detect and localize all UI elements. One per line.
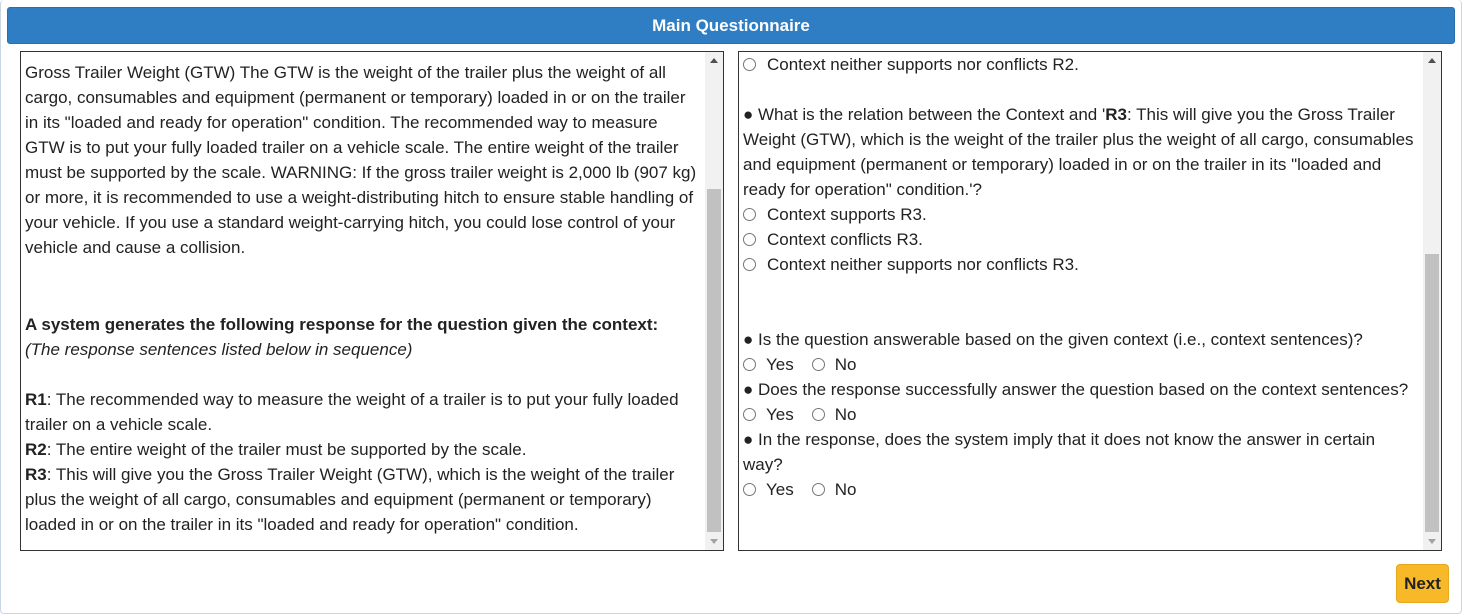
system-heading: A system generates the following response for the question given the context: xyxy=(25,315,659,334)
answerable-question: ● Is the question answerable based on the given context (i.e., context sentences)? xyxy=(743,330,1363,349)
unknown-options xyxy=(743,477,1419,502)
question-text: : This will give you the Gross Trailer Weight (GTW), which is the weight of the trailer plus the weight of all cargo, consumables and equipment (permanent or temporary) loaded in or on the trailer in its "loaded and ready for operation" condition.'? xyxy=(743,105,1414,199)
r2-option-neither[interactable] xyxy=(743,52,1419,77)
answerable-no-radio[interactable] xyxy=(812,358,825,371)
radio-button[interactable] xyxy=(743,58,756,71)
answerable-options xyxy=(743,352,1419,377)
question-prefix: ● What is the relation between the Context and ' xyxy=(743,105,1106,124)
question-label: R3 xyxy=(1105,105,1127,124)
questions-panel[interactable] xyxy=(738,51,1442,551)
option-label: Context conflicts R3. xyxy=(767,230,923,249)
answerable-yes-radio[interactable] xyxy=(743,358,756,371)
yes-label: Yes xyxy=(766,480,794,499)
next-button[interactable] xyxy=(1396,564,1449,603)
r3-option-conflicts[interactable] xyxy=(743,227,1419,252)
no-label: No xyxy=(834,480,857,499)
scrollbar-thumb[interactable] xyxy=(1425,254,1439,532)
r3-option-neither[interactable] xyxy=(743,252,1419,277)
option-label: Context supports R3. xyxy=(767,205,927,224)
context-scrollbar[interactable] xyxy=(705,52,723,550)
response-r1 xyxy=(25,387,701,437)
yes-label: Yes xyxy=(766,355,794,374)
response-r2 xyxy=(25,437,701,462)
page-header xyxy=(7,7,1455,44)
scroll-up-arrow-icon[interactable] xyxy=(705,52,723,69)
success-question: ● Does the response successfully answer the question based on the context sentences? xyxy=(743,380,1409,399)
radio-button[interactable] xyxy=(743,208,756,221)
success-options xyxy=(743,402,1419,427)
response-text: : This will give you the Gross Trailer Weight (GTW), which is the weight of the trailer plus the weight of all cargo, consumables and equipment (permanent or temporary) loaded in or on the trailer in its "loaded and ready for operation" condition. xyxy=(25,465,675,534)
success-no-radio[interactable] xyxy=(812,408,825,421)
response-label: R3 xyxy=(25,465,47,484)
questions-content xyxy=(739,52,1423,550)
next-button-label: Next xyxy=(1404,573,1441,593)
option-label: Context neither supports nor conflicts R2. xyxy=(767,55,1079,74)
page-title: Main Questionnaire xyxy=(652,15,810,35)
response-label: R2 xyxy=(25,440,47,459)
unknown-no-radio[interactable] xyxy=(812,483,825,496)
scroll-down-arrow-icon[interactable] xyxy=(1423,533,1441,550)
response-text: : The recommended way to measure the weight of a trailer is to put your fully loaded trailer on a vehicle scale. xyxy=(25,390,679,434)
context-content xyxy=(21,52,705,550)
r3-relation-question xyxy=(743,102,1419,202)
scroll-up-arrow-icon[interactable] xyxy=(1423,52,1441,69)
scroll-down-arrow-icon[interactable] xyxy=(705,533,723,550)
option-label: Context neither supports nor conflicts R3. xyxy=(767,255,1079,274)
r3-option-supports[interactable] xyxy=(743,202,1419,227)
yes-label: Yes xyxy=(766,405,794,424)
response-r3 xyxy=(25,462,701,537)
unknown-question: ● In the response, does the system imply that it does not know the answer in certain way? xyxy=(743,430,1376,474)
radio-button[interactable] xyxy=(743,233,756,246)
response-text: : The entire weight of the trailer must be supported by the scale. xyxy=(46,440,527,459)
unknown-yes-radio[interactable] xyxy=(743,483,756,496)
success-yes-radio[interactable] xyxy=(743,408,756,421)
radio-button[interactable] xyxy=(743,258,756,271)
system-subheading: (The response sentences listed below in sequence) xyxy=(25,340,413,359)
no-label: No xyxy=(834,355,857,374)
response-label: R1 xyxy=(25,390,47,409)
context-paragraph: Gross Trailer Weight (GTW) The GTW is the weight of the trailer plus the weight of all cargo, consumables and equipment (permanent or temporary) loaded in or on the trailer in its "loaded and ready for operation" condition. The recommended way to measure GTW is to put your fully loaded trailer on a vehicle scale. The entire weight of the trailer must be supported by the scale. WARNING: If the gross trailer weight is 2,000 lb (907 kg) or more, it is recommended to use a weight-distributing hitch to ensure stable handling of your vehicle. If you use a standard weight-carrying hitch, you could lose control of your vehicle and cause a collision. xyxy=(25,63,697,257)
scrollbar-thumb[interactable] xyxy=(707,189,721,532)
questions-scrollbar[interactable] xyxy=(1423,52,1441,550)
context-panel[interactable] xyxy=(20,51,724,551)
no-label: No xyxy=(834,405,857,424)
